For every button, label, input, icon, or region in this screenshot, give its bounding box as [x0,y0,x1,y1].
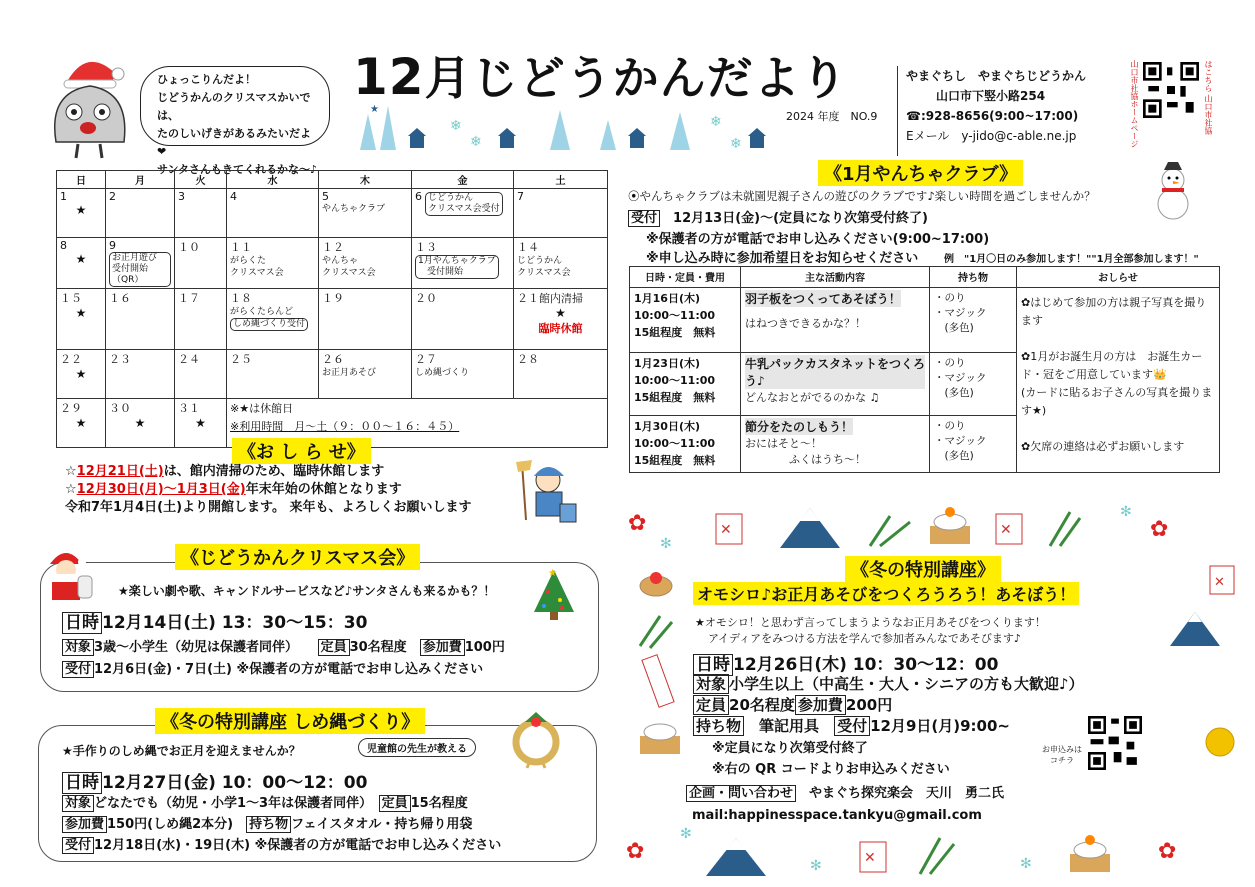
closed-star-icon: ★ [75,203,87,217]
closed-star-icon: ★ [75,306,87,320]
calendar-cell [175,350,227,399]
calendar-cell [175,238,227,289]
calendar-cell [319,289,412,350]
svg-text:✕: ✕ [1214,575,1225,590]
club-intro: ⦿やんちゃクラブは未就園児親子さんの遊びのクラブです♪楽しい時間を過ごしませんか？ [628,189,1096,203]
event-text: お正月あそび [322,368,377,378]
event-box: お正月遊び 受付開始（QR） [109,252,171,287]
day-header: 土 [514,171,608,189]
xmas-intro: ★楽しい劇や歌、キャンドルサービスなど♪サンタさんも来るかも？！ [118,584,496,598]
calendar-cell [175,289,227,350]
calendar-cell [57,399,106,448]
calendar-cell [412,350,514,399]
club-date-cell [630,288,741,353]
club-header-row [630,267,1220,288]
fee-value: 200円 [845,696,893,714]
closed-star-icon: ★ [75,416,87,430]
target-value: 3歳～小学生（幼児は保護者同伴） [94,640,292,655]
calendar-cell [57,238,106,289]
calendar-cell [57,189,106,238]
notice-text: 年末年始の休館となります [245,482,402,497]
datetime-value: 12月14日(土) 13：30～15：30 [102,613,368,633]
datetime-value: 12月26日(木) 10：30～12：00 [733,655,999,675]
svg-text:✿: ✿ [1150,517,1169,542]
date-number: 6 [415,190,422,203]
club-bring-cell: ・のり ・マジック (多色) [930,288,1017,353]
event-box: じどうかん クリスマス会受付 [425,192,503,216]
club-date: 1月23日(木) [634,357,701,370]
notice-date: 12月21日(土) [76,464,164,479]
calendar-cell [319,238,412,289]
bring-value: フェイスタオル・持ち帰り用袋 [291,817,473,832]
date-number: １４ [517,241,539,254]
event-box: 1月やんちゃクラブ 受付開始 [415,255,499,279]
club-capacity: 15組程度 無料 [634,391,716,404]
svg-text:❄: ❄ [450,118,462,134]
calendar-cell [514,238,608,289]
fee-value: 100円 [464,640,505,655]
new-year-decoration-bottom [620,818,1240,878]
org-mail: Eメール y-jido@c-able.ne.jp [906,129,1077,143]
closed-star-icon: ★ [75,367,87,381]
calendar-week [57,350,608,399]
notice-body [65,463,580,517]
label-datetime: 日時 [62,612,102,634]
club-row [630,288,1220,353]
bubble-line: じどうかんのクリスマスかいでは、 [157,91,311,122]
club-notice: ✿欠席の連絡は必ずお願いします [1021,440,1185,453]
organization-info [897,66,1146,156]
winter-bring-row [693,715,1010,736]
club-date: 1月16日(木) [634,292,701,305]
notice-line: ☆12月21日(土)は、館内清掃のため、臨時休館します [65,464,385,479]
club-bring-cell: ・のり ・マジック (多色) [930,416,1017,473]
activity-desc: どんなおとがでるのかな ♫ [745,391,880,404]
date-number: ２３ [109,353,131,366]
capacity-value: 20名程度 [729,696,795,714]
date-number: １７ [178,292,200,305]
calendar-note: ※★は休館日 [230,402,294,415]
label-reception: 受付 [62,837,94,854]
club-title: 《1月やんちゃクラブ》 [818,160,1023,186]
date-number: １１ [230,241,252,254]
club-time: 10:00～11:00 [634,309,716,322]
qr-label: お申込みは コチラ [1042,745,1082,765]
svg-text:★: ★ [548,568,557,579]
winter-subtitle: オモシロ♪お正月あそびをつくろうろう！あそぼう！ [693,582,1079,605]
winter-target-row [693,673,1084,694]
date-number: １５ [60,292,82,305]
event-box: しめ縄づくり受付 [230,318,308,331]
label-bring: 持ち物 [246,816,291,833]
date-number: ２６ [322,353,344,366]
bubble-line: ひょっこりんだよ！ [157,73,256,86]
closed-star-icon: ★ [75,252,87,266]
calendar-week [57,289,608,350]
column-header: 日時・定員・費用 [630,267,741,288]
page-title [353,42,848,108]
reception-value: 12月18日(水)・19日(木) ※保護者の方が電話でお申し込みください [94,838,502,853]
day-header: 金 [412,171,514,189]
notice-line: ☆12月30日(月)～1月3日(金)年末年始の休館となります [65,482,402,497]
winter-capacity-row [693,694,892,715]
winter-note: ※右の QR コードよりお申込みください [712,762,950,777]
column-header: 持ち物 [930,267,1017,288]
date-number: ２８ [517,353,539,366]
calendar-cell [514,189,608,238]
xmas-target-row [62,636,505,655]
notice-line: 令和7年1月4日(土)より開館します。 来年も、よろしくお願いします [65,500,472,515]
column-header: 主な活動内容 [741,267,930,288]
date-number: ２７ [415,353,437,366]
notice-date: 12月30日(月)～1月3日(金) [76,482,246,497]
svg-text:✻: ✻ [660,536,672,552]
bring-value: 筆記用具 [759,717,820,735]
org-name: やまぐちし やまぐちじどうかん [906,69,1087,83]
label-fee: 参加費 [795,695,846,715]
calendar-week [57,189,608,238]
date-number: 1 [60,190,67,203]
winter-intro: ★オモシロ！と思わず言ってしまうようなお正月あそびをつくります！ [695,616,1046,629]
calendar-cell [319,350,412,399]
sweeping-child-illustration [512,458,582,528]
calendar-week [57,238,608,289]
svg-text:★: ★ [370,104,379,115]
mascot-illustration [38,52,138,162]
event-text: じどうかん クリスマス会 [517,256,571,278]
club-time: 10:00～11:00 [634,437,716,450]
label-datetime: 日時 [62,772,102,794]
winter-trees-decoration [350,100,790,152]
santa-icon [38,542,98,602]
calendar-header-row [57,171,608,189]
shimenawa-title: 《冬の特別講座 しめ縄づくり》 [155,708,425,734]
date-number: 8 [60,239,67,252]
calendar-cell [57,350,106,399]
date-number: ２１館内清掃 [517,292,583,305]
club-activity-cell [741,353,930,416]
winter-contact [686,782,1004,801]
org-address: 山口市下竪小路254 [936,89,1046,103]
svg-text:✕: ✕ [720,522,732,538]
club-activity-cell [741,288,930,353]
new-year-decoration-top [620,496,1240,556]
label-target: 対象 [693,674,729,694]
club-activity-cell [741,416,930,473]
label-fee: 参加費 [420,639,465,656]
calendar-cell [412,289,514,350]
event-text: やんちゃクラブ [322,204,386,214]
calendar-cell [227,189,319,238]
issue-number: 2024 年度 NO.9 [786,110,878,123]
snowman-icon [1148,160,1198,220]
event-text: がらくた クリスマス会 [230,256,284,278]
calendar-note: ※利用時間 月～土（９：００～１６：４５） [230,420,460,433]
calendar-cell [57,289,106,350]
club-bring-cell: ・のり ・マジック (多色) [930,353,1017,416]
day-header: 木 [319,171,412,189]
svg-text:❄: ❄ [730,136,742,152]
closure-label: 臨時休館 [538,322,583,335]
date-number: ２４ [178,353,200,366]
bubble-line: たのしいげきがあるみたいだよ❤ [157,127,311,158]
date-number: １９ [322,292,344,305]
svg-text:✻: ✻ [1120,504,1132,520]
svg-text:✿: ✿ [628,511,647,536]
club-reception [628,207,928,226]
club-schedule-table [629,266,1220,473]
date-number: 5 [322,190,329,203]
org-tel: ☎:928-8656(9:00~17:00) [906,109,1079,123]
club-date: 1月30日(木) [634,420,701,433]
svg-text:✻: ✻ [1020,856,1032,872]
event-text: やんちゃ クリスマス会 [322,256,376,278]
calendar-cell [106,238,175,289]
date-number: １６ [109,292,131,305]
calendar-cell [227,289,319,350]
svg-text:✕: ✕ [1000,522,1012,538]
label-target: 対象 [62,639,94,656]
datetime-value: 12月27日(金) 10：00～12：00 [102,773,368,793]
target-value: どなたでも（幼児・小学1～3年は保護者同伴） [94,796,366,811]
column-header: おしらせ [1017,267,1220,288]
club-notice: ✿1月がお誕生月の方は お誕生カード・冠をご用意しています👑 [1021,350,1203,381]
calendar-table [56,170,608,448]
title-month: 12 [353,48,425,106]
target-value: 小学生以上（中高生・大人・シニアの方も大歓迎♪） [729,675,1084,693]
date-number: ２２ [60,353,82,366]
svg-text:✿: ✿ [626,839,645,864]
date-number: １２ [322,241,344,254]
reception-value: 12月13日(金)～(定員になり次第受付終了) [673,211,928,226]
label-bring: 持ち物 [693,716,744,736]
shimenawa-wreath-icon [505,708,567,770]
date-number: 7 [517,190,524,203]
calendar-cell [106,289,175,350]
club-time: 10:00～11:00 [634,374,716,387]
club-note-example: 例 "1月〇日のみ参加します！""1月全部参加します！" [944,254,1199,265]
christmas-tree-icon [528,566,580,622]
winter-intro: アイディアをみつける方法を学んで参加者みんなであそびます♪ [708,632,1021,645]
closed-star-icon: ★ [555,306,566,320]
date-number: ２５ [230,353,252,366]
svg-text:❄: ❄ [710,114,722,130]
event-text: しめ縄づくり [415,368,470,378]
calendar-cell [412,189,514,238]
calendar-cell [514,350,608,399]
calendar-cell [227,350,319,399]
qr-code-icon[interactable] [1143,62,1199,118]
xmas-reception-row [62,658,483,677]
date-number: ３１ [178,402,200,415]
reception-value: 12月9日(月)9:00~ [870,717,1010,735]
date-number: １３ [415,241,437,254]
shimenawa-datetime [62,768,367,793]
calendar-cell [106,189,175,238]
qr-side-label-right: はこちら 山口市社協 [1204,60,1213,135]
activity-desc: はねつきできるかな？！ [745,317,866,330]
activity-title: 牛乳パックカスタネットをつくろう♪ [745,357,926,388]
event-text: がらくたらんど [230,307,294,317]
qr-code-icon[interactable] [1088,716,1142,770]
label-fee: 参加費 [62,816,107,833]
closed-star-icon: ★ [134,416,146,430]
winter-mail[interactable]: mail:happinesspace.tankyu@gmail.com [692,808,982,823]
date-number: １０ [178,241,200,254]
day-header: 火 [175,171,227,189]
svg-text:❄: ❄ [470,134,482,150]
calendar-cell [175,189,227,238]
notice-text: は、館内清掃のため、臨時休館します [163,464,385,479]
calendar-cell [514,289,608,350]
club-capacity: 15組程度 無料 [634,326,716,339]
club-notice: ✿はじめて参加の方は親子写真を撮ります [1021,296,1207,327]
svg-text:✻: ✻ [680,826,692,842]
calendar-cell [106,399,175,448]
fee-value: 150円(しめ縄2本分) [107,817,234,832]
date-number: 3 [178,190,185,203]
capacity-value: 30名程度 [349,640,407,655]
svg-text:✕: ✕ [864,850,876,866]
qr-side-label: 山口市社協ホームページ [1130,60,1139,148]
contact-value: やまぐち探究楽会 天川 勇二氏 [809,786,1005,801]
club-capacity: 15組程度 無料 [634,454,716,467]
activity-desc: おにはそと～！ ふくはうち～！ [745,437,866,466]
date-number: １８ [230,292,252,305]
day-header: 月 [106,171,175,189]
calendar-cell [175,399,227,448]
calendar-cell [106,350,175,399]
label-capacity: 定員 [379,795,411,812]
new-year-decoration-right [1150,556,1240,816]
day-header: 水 [227,171,319,189]
calendar-cell [319,189,412,238]
day-header: 日 [57,171,106,189]
closed-star-icon: ★ [195,416,206,430]
bubble-line: サンタさんもきてくれるかな～♪ [157,163,318,176]
capacity-value: 15名程度 [410,796,468,811]
shimenawa-fee-row [62,813,472,832]
club-notice-cell [1017,288,1220,473]
label-reception: 受付 [62,661,94,678]
date-number: 9 [109,239,116,252]
xmas-party-title: 《じどうかんクリスマス会》 [175,544,420,570]
teacher-badge: 児童館の先生が教える [358,738,476,757]
label-reception: 受付 [628,210,660,227]
label-reception: 受付 [834,716,870,736]
activity-title: 節分をたのしもう！ [745,420,854,434]
activity-title: 羽子板をつくってあそぼう！ [745,292,901,306]
speech-bubble [140,66,330,176]
svg-text:✻: ✻ [810,858,822,874]
label-contact: 企画・問い合わせ [686,785,796,802]
club-note: ※保護者の方が電話でお申し込みください(9:00~17:00) [646,232,990,247]
svg-text:✿: ✿ [1158,839,1177,864]
label-datetime: 日時 [693,654,733,676]
title-text: 月じどうかんだより [424,51,848,105]
date-number: ２９ [60,402,82,415]
date-number: ３０ [109,402,131,415]
shimenawa-target-row [62,792,468,811]
club-date-cell [630,353,741,416]
winter-datetime [693,650,998,675]
club-note: ※申し込み時に参加希望日をお知らせください [646,251,919,266]
shimenawa-reception-row [62,834,501,853]
date-number: ２０ [415,292,437,305]
notice-title: 《お し ら せ》 [232,438,371,464]
club-notice: (カードに貼るお子さんの写真を撮ります★) [1021,386,1213,417]
winter-note: ※定員になり次第受付終了 [712,741,868,756]
label-capacity: 定員 [693,695,729,715]
label-capacity: 定員 [318,639,350,656]
new-year-decoration-left [620,556,690,816]
club-date-cell [630,416,741,473]
shimenawa-intro: ★手作りのしめ縄でお正月を迎えませんか？ [62,744,301,758]
calendar-cell [227,238,319,289]
reception-value: 12月6日(金)・7日(土) ※保護者の方が電話でお申し込みください [94,662,484,677]
winter-title: 《冬の特別講座》 [845,556,1001,582]
date-number: 4 [230,190,237,203]
calendar-cell [412,238,514,289]
label-target: 対象 [62,795,94,812]
xmas-datetime [62,608,367,633]
date-number: 2 [109,190,116,203]
